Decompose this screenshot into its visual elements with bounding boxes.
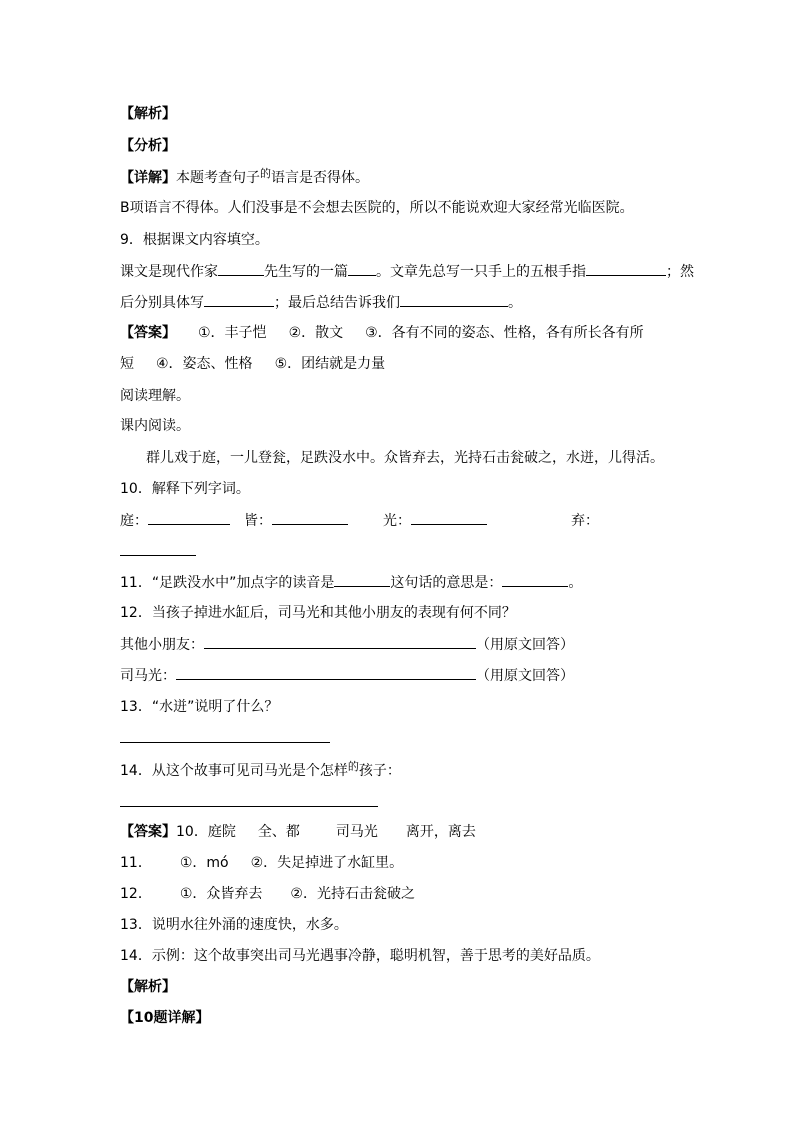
q9-l2a: 后分别具体写: [120, 295, 204, 311]
blank-summary[interactable]: [586, 261, 666, 276]
q9-l2b: ；最后总结告诉我们: [274, 295, 400, 311]
a11-2: ②．失足掉进了水缸里。: [250, 855, 404, 871]
q14-de: 的: [347, 760, 359, 773]
blank-jie[interactable]: [272, 510, 348, 525]
blank-genre[interactable]: [348, 261, 376, 276]
a12-2: ②．光持石击瓮破之: [290, 886, 415, 902]
q12-others: [120, 634, 574, 654]
q9-l1a: 课文是现代作家: [120, 264, 218, 280]
xiangjie-de: 的: [260, 167, 271, 180]
q13-answer-line: [120, 728, 330, 748]
a10-1: 10．庭院: [176, 824, 236, 840]
blank-pronunciation[interactable]: [334, 572, 390, 587]
q12-title: 12．当孩子掉进水缸后，司马光和其他小朋友的表现有何不同？: [120, 605, 516, 621]
jiexi-heading: 【解析】: [120, 106, 176, 122]
q9-a3b: 短: [120, 356, 134, 372]
xiangjie-text-a: 本题考查句子: [176, 170, 260, 186]
q9-l1d: ；然: [666, 264, 694, 280]
end-jiexi: 【解析】: [120, 979, 176, 995]
reading-title: 阅读理解。: [120, 388, 190, 404]
blank-sima[interactable]: [176, 665, 476, 680]
answers-line-10: [120, 822, 476, 842]
q9-answer-line1: [120, 323, 644, 343]
blank-ting[interactable]: [148, 510, 230, 525]
fenxi-heading: 【分析】: [120, 138, 176, 154]
blank-detail[interactable]: [204, 292, 274, 307]
q12-sima-label: 司马光：: [120, 668, 176, 684]
q9-answer-line2: [120, 354, 385, 374]
xiangjie-text-b: 语言是否得体。: [271, 170, 369, 186]
a10-4: 离开，离去: [405, 824, 476, 840]
a11-1: ①．mó: [179, 855, 229, 871]
blank-author[interactable]: [218, 261, 264, 276]
q14-a: 14．从这个故事可见司马光是个怎样: [120, 763, 348, 779]
q10-overflow-line: [120, 541, 196, 561]
end-q10-detail: 【10题详解】: [120, 1010, 210, 1026]
q14-b: 孩子：: [358, 763, 401, 779]
kenei-title: 课内阅读。: [120, 418, 190, 434]
answers-line-11: [120, 853, 403, 873]
q12-note-1: （用原文回答）: [476, 637, 574, 653]
q14-answer-line: [120, 792, 378, 812]
a10-2: 全、都: [257, 824, 300, 840]
xiangjie-line: [120, 168, 369, 188]
blank-guang[interactable]: [411, 510, 487, 525]
q9-a5: ⑤．团结就是力量: [274, 356, 386, 372]
a11-num: 11．: [120, 855, 152, 871]
q10-ting-label: 庭：: [120, 513, 148, 529]
q10-jie-label: 皆：: [244, 513, 272, 529]
blank-qi[interactable]: [120, 541, 196, 556]
q9-a1: ①．丰子恺: [198, 325, 267, 341]
q11-c: 。: [568, 575, 583, 591]
q12-others-label: 其他小朋友：: [120, 637, 204, 653]
q10-guang-label: 光：: [383, 513, 411, 529]
q11-b: 这句话的意思是：: [390, 575, 503, 591]
blank-q13[interactable]: [120, 728, 330, 743]
blank-conclusion[interactable]: [400, 292, 508, 307]
q12-note-2: （用原文回答）: [476, 668, 574, 684]
answers-line-12: [120, 884, 415, 904]
xiangjie-tag: 【详解】: [120, 170, 176, 186]
q9-l1b: 先生写的一篇: [264, 264, 348, 280]
q9-line2: [120, 292, 522, 312]
q9-title: 9．根据课文内容填空。: [120, 232, 269, 248]
a12-num: 12．: [120, 886, 152, 902]
q10-blanks: [120, 510, 599, 530]
answers-tag: 【答案】: [120, 824, 176, 840]
q10-title: 10．解释下列字词。: [120, 481, 250, 497]
q11-a: 11．“足跌没水中”加点字的读音是: [120, 575, 335, 591]
blank-meaning[interactable]: [502, 572, 568, 587]
option-b-explanation: B项语言不得体。人们没事是不会想去医院的，所以不能说欢迎大家经常光临医院。: [120, 200, 634, 216]
q9-a3: ③．各有不同的姿态、性格，各有所长各有所: [365, 325, 644, 341]
q9-line1: [120, 261, 694, 281]
q10-qi-label: 弃：: [571, 513, 599, 529]
q9-l1c: 。文章先总写一只手上的五根手指: [376, 264, 586, 280]
blank-q14[interactable]: [120, 792, 378, 807]
q13-title: 13．“水迸”说明了什么？: [120, 699, 279, 715]
blank-others[interactable]: [204, 634, 476, 649]
q11-line: [120, 572, 582, 592]
a12-1: ①．众皆弃去: [179, 886, 263, 902]
q14-title: [120, 761, 401, 781]
a10-3: 司马光: [335, 824, 378, 840]
q9-l2c: 。: [508, 295, 522, 311]
q9-a2: ②．散文: [288, 325, 344, 341]
passage: 群儿戏于庭，一儿登瓮，足跌没水中。众皆弃去，光持石击瓮破之，水迸，儿得活。: [146, 450, 664, 466]
answers-line-14: 14．示例：这个故事突出司马光遇事冷静，聪明机智，善于思考的美好品质。: [120, 948, 600, 964]
q12-sima: [120, 665, 574, 685]
answers-line-13: 13．说明水往外涌的速度快，水多。: [120, 917, 348, 933]
answer-tag: 【答案】: [120, 325, 176, 341]
q9-a4: ④．姿态、性格: [156, 356, 253, 372]
